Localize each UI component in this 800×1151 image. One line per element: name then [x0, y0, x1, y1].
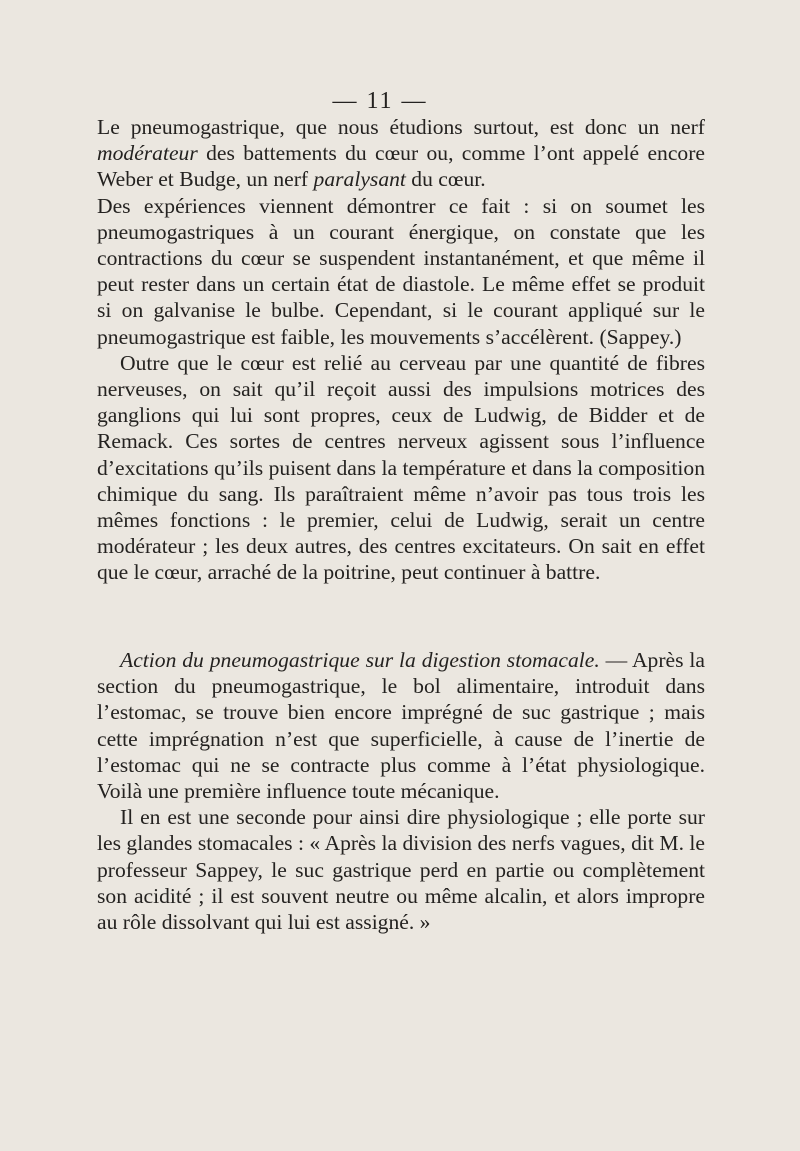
paragraph-ganglions: Outre que le cœur est relié au cerveau par une quantité de fibres nerveuses, on sait qu’il reçoit aussi des impulsions motrices des ganglions qui lui sont propres, ceux de Ludwig, de Bidder et de Remack. Ces sortes de centres nerveux agissent sous l’influence d’excitations qu’ils puisent dans la température et dans la composition chimique du sang. Ils paraîtraient même n’avoir pas tous trois les mêmes fonctions : le premier, celui de Ludwig, serait un centre modérateur ; les deux autres, des centres excitateurs. On sait en effet que le cœur, arraché de la poitrine, peut continuer à battre. [97, 350, 705, 585]
paragraph-moderator-nerve [97, 114, 705, 193]
page-number: — 11 — [332, 88, 428, 114]
text-block-heart [97, 114, 705, 586]
paragraph-experiments: Des expériences viennent démontrer ce fait : si on soumet les pneumogastriques à un courant énergique, on constate que les contractions du cœur se suspendent instantanément, et que même il peut rester dans un certain état de diastole. Le même effet se produit si on galvanise le bulbe. Cependant, si le courant appliqué sur le pneumogastrique est faible, les mouvements s’accélèrent. (Sappey.) [97, 193, 705, 349]
paragraph-digestion-physiological: Il en est une seconde pour ainsi dire physiologique ; elle porte sur les glandes stomacales : « Après la division des nerfs vagues, dit M. le professeur Sappey, le suc gastrique perd en partie ou complètement son acidité ; il est souvent neutre ou même alcalin, et alors impropre au rôle dissolvant qui lui est assigné. » [97, 805, 705, 935]
text-span: Le pneumogastrique, que nous étudions surtout, est donc un nerf [97, 115, 705, 139]
text-span: du cœur. [405, 167, 486, 192]
section-heading: Action du pneumogastrique sur la digestion stomacale. [120, 648, 600, 672]
italic-term-paralysant: paralysant [313, 167, 406, 192]
text-span: — Après la section du pneumogastrique, le bol alimentaire, introduit dans l’estomac, se trouve bien encore imprégné de suc gastrique ; mais cette imprégnation n’est que superficielle, à cause de l’inertie de l’estomac qui ne se contracte plus comme à l’état physiologique. Voilà une première influence toute mécanique. [97, 648, 705, 804]
italic-term-moderateur: modérateur [97, 141, 198, 166]
paragraph-digestion-mechanical [97, 647, 705, 804]
text-span: des battements du cœur ou, comme l’ont appelé encore Weber et Budge, un nerf [97, 141, 705, 192]
text-block-digestion [97, 647, 705, 935]
